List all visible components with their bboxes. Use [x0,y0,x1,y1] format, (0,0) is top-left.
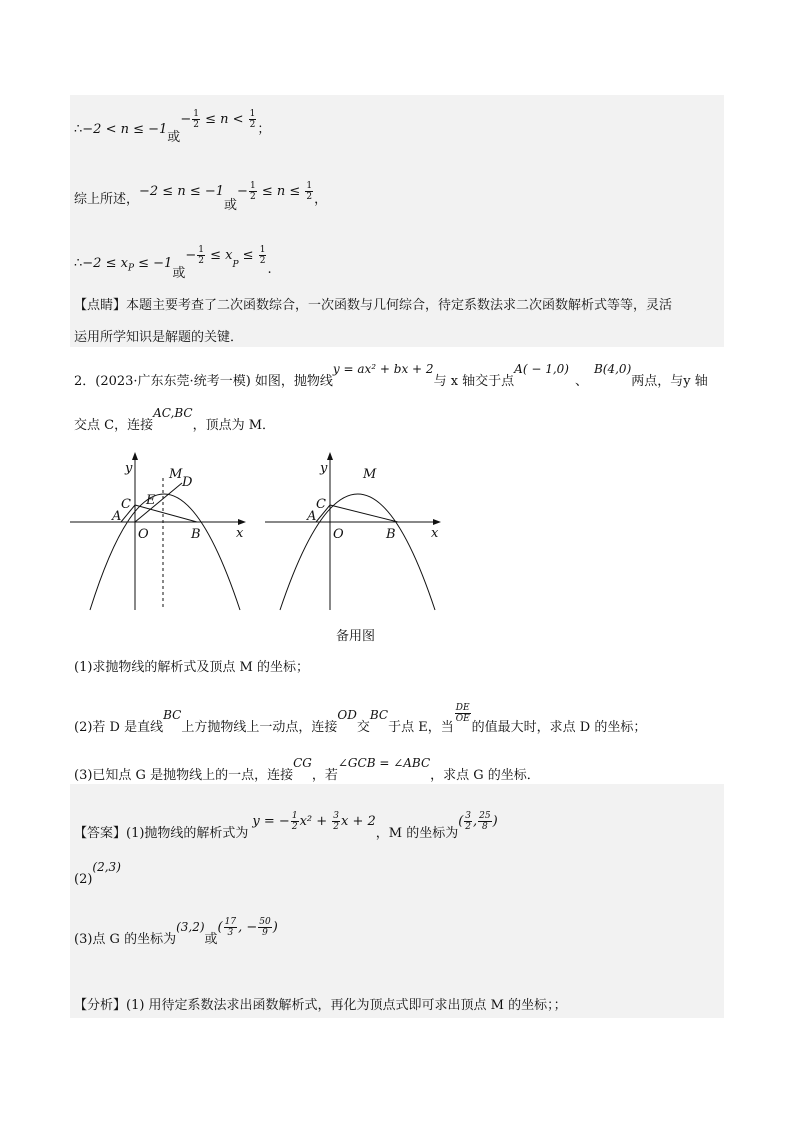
point-a: A( − 1,0) [514,362,569,376]
answer-3 [74,917,278,950]
q3-text-c: ，求点 G 的坐标． [430,768,540,783]
fraction-den: 2 [306,192,313,202]
comma: , [473,814,478,829]
summary-lead: 综上所述， [74,192,140,207]
fraction-num: 50 [259,917,271,927]
q2-line-bc: BC [163,708,182,722]
fraction-num: 1 [259,245,266,255]
parabola-formula: y = ax² + bx + 2 [332,362,434,376]
inequality-2-minus: − [185,248,197,263]
or-word: 或 [172,266,186,281]
question-2 [74,703,647,738]
figure-main [70,448,250,618]
answer-3-text: (3)点 G 的坐标为 [74,932,177,947]
answer-1 [74,811,498,844]
origin-label: O [333,527,344,542]
subscript-p: P [232,259,239,270]
segments-ac-bc: AC,BC [153,406,193,420]
fraction-num: 25 [479,811,491,821]
problem-text-c: 两点，与y 轴 [631,374,708,389]
answer-3-value-2 [217,917,278,938]
or-word: 或 [167,130,181,145]
formula-part: x + 2 [341,814,376,829]
q2-text-c: 交 [356,720,370,735]
inequality-1: −2 < n ≤ −1 [82,122,168,137]
q2-line-bc-2: BC [369,708,389,722]
fraction-den: 2 [465,822,472,832]
fraction-num: 1 [249,181,256,191]
formula-part: x² + [299,814,332,829]
q2-text-a: (2)若 D 是直线 [74,720,164,735]
answer-2-value: (2,3) [92,860,121,874]
fraction [478,811,491,832]
x-axis-label: x [236,526,244,541]
x-axis-label: x [431,526,439,541]
q3-text-a: (3)已知点 G 是抛物线上的一点，连接 [74,768,294,783]
point-e-label: E [146,493,156,508]
point-b-label: B [191,527,201,542]
or-word: 或 [204,932,218,947]
point-c-label: C [316,497,326,512]
question-1: (1)求抛物线的解析式及顶点 M 的坐标； [74,660,309,675]
point-c-label: C [121,497,131,512]
answer-1-text-b: ，M 的坐标为 [375,826,459,841]
q3-segment-cg: CG [293,756,312,770]
fraction-den: 3 [227,928,234,938]
fraction-num: 1 [291,811,298,821]
solution-line-3 [74,245,272,281]
answer-3-value-1: (3,2) [176,920,205,934]
fraction-den: 2 [249,120,256,130]
paren: ) [272,920,278,935]
point-m-label: M [169,467,183,482]
q3-angle-equation: ∠GCB = ∠ABC [337,756,431,770]
fraction-num: 1 [198,245,204,255]
inequality-1: −2 ≤ x [82,256,128,271]
q2-text-d: 于点 E，当 [388,720,454,735]
inequality-2-tail: ≤ [238,248,258,263]
therefore-symbol: ∴ [74,256,83,271]
problem-header [74,362,708,389]
fraction-den: 2 [193,120,199,130]
therefore-symbol: ∴ [74,122,83,137]
figure-backup [265,448,445,618]
problem-text-d: 交点 C，连接 [74,418,154,433]
y-axis-label: y [320,461,328,476]
fraction-num: 1 [249,109,256,119]
inequality-1-tail: ≤ −1 [134,256,173,271]
figure-caption: 备用图 [336,629,376,644]
separator: 、 [574,374,588,389]
fraction-num: DE [455,703,470,713]
inequality-2: ≤ n ≤ [257,184,305,199]
problem-source: 2．(2023·广东东莞·统考一模) 如图，抛物线 [74,374,333,389]
point-b: B(4,0) [593,362,632,376]
problem-text-b: 与 x 轴交于点 [433,374,515,389]
problem-line-2 [74,406,276,433]
point-d-label: D [182,475,193,490]
fraction-half [197,245,205,266]
point-b-label: B [386,527,396,542]
answer-1-text: 【答案】(1)抛物线的解析式为 [74,826,249,841]
fraction-half [259,245,267,266]
q2-text-e: 的值最大时，求点 D 的坐标； [471,720,647,735]
or-word: 或 [224,198,238,213]
inequality-2: ≤ n < [200,112,248,127]
paren: ( [217,920,223,935]
solution-line-2 [74,181,328,213]
fraction-num: 1 [306,181,313,191]
q2-text-b: 上方抛物线上一动点，连接 [181,720,338,735]
answer-2-label: (2) [74,872,93,887]
answer-1-formula [252,811,376,832]
fraction-half [192,109,200,130]
fraction [332,811,340,832]
problem-text-e: ，顶点为 M． [192,418,276,433]
paren: ) [492,814,498,829]
fraction-den: 2 [259,256,266,266]
y-axis-label: y [125,461,133,476]
origin-label: O [138,527,149,542]
q2-ratio-fraction [455,703,471,724]
point-m-label: M [363,467,377,482]
fraction [258,917,271,938]
fraction-half [305,181,313,202]
fraction-den: 9 [262,928,268,938]
fraction-num: 3 [465,811,472,821]
vertex-coordinate [458,811,498,832]
point-a-label: A [307,509,317,524]
inequality-2: ≤ x [205,248,233,263]
subscript-p: P [127,263,134,274]
q3-text-b: ，若 [311,768,338,783]
separator: , − [238,920,258,935]
analysis-line: 【分析】(1) 用待定系数法求出函数解析式，再化为顶点式即可求出顶点 M 的坐标；； [74,998,567,1013]
comma: ， [314,192,328,207]
fraction-den: 2 [333,822,339,832]
fraction-num: 17 [224,917,237,927]
fraction [291,811,299,832]
inequality-1: −2 ≤ n ≤ −1 [139,184,225,199]
q2-segment-od: OD [337,708,357,722]
formula-part: y = − [252,814,290,829]
paren: ( [458,814,464,829]
point-a-label: A [112,509,122,524]
question-3 [74,756,540,783]
answer-block [70,784,724,1018]
comment-line-1: 【点睛】本题主要考查了二次函数综合，一次函数与几何综合，待定系数法求二次函数解析式等等，灵活 [74,298,673,313]
fraction-den: 2 [249,192,256,202]
fraction-half [249,109,257,130]
fraction-half [249,181,257,202]
fraction [224,917,237,938]
fraction-den: OE [455,714,470,724]
comment-line-2: 运用所学知识是解题的关键． [74,330,244,345]
period: . [267,262,272,277]
fraction-den: 8 [482,822,488,832]
answer-2 [74,860,121,887]
fraction-den: 2 [198,256,204,266]
fraction [464,811,472,832]
inequality-2-minus: − [237,184,248,199]
fraction-num: 3 [333,811,339,821]
solution-line-1 [74,109,271,145]
semicolon: ； [257,122,271,137]
inequality-2-minus: − [180,112,192,127]
fraction-num: 1 [193,109,199,119]
fraction-den: 2 [291,822,298,832]
